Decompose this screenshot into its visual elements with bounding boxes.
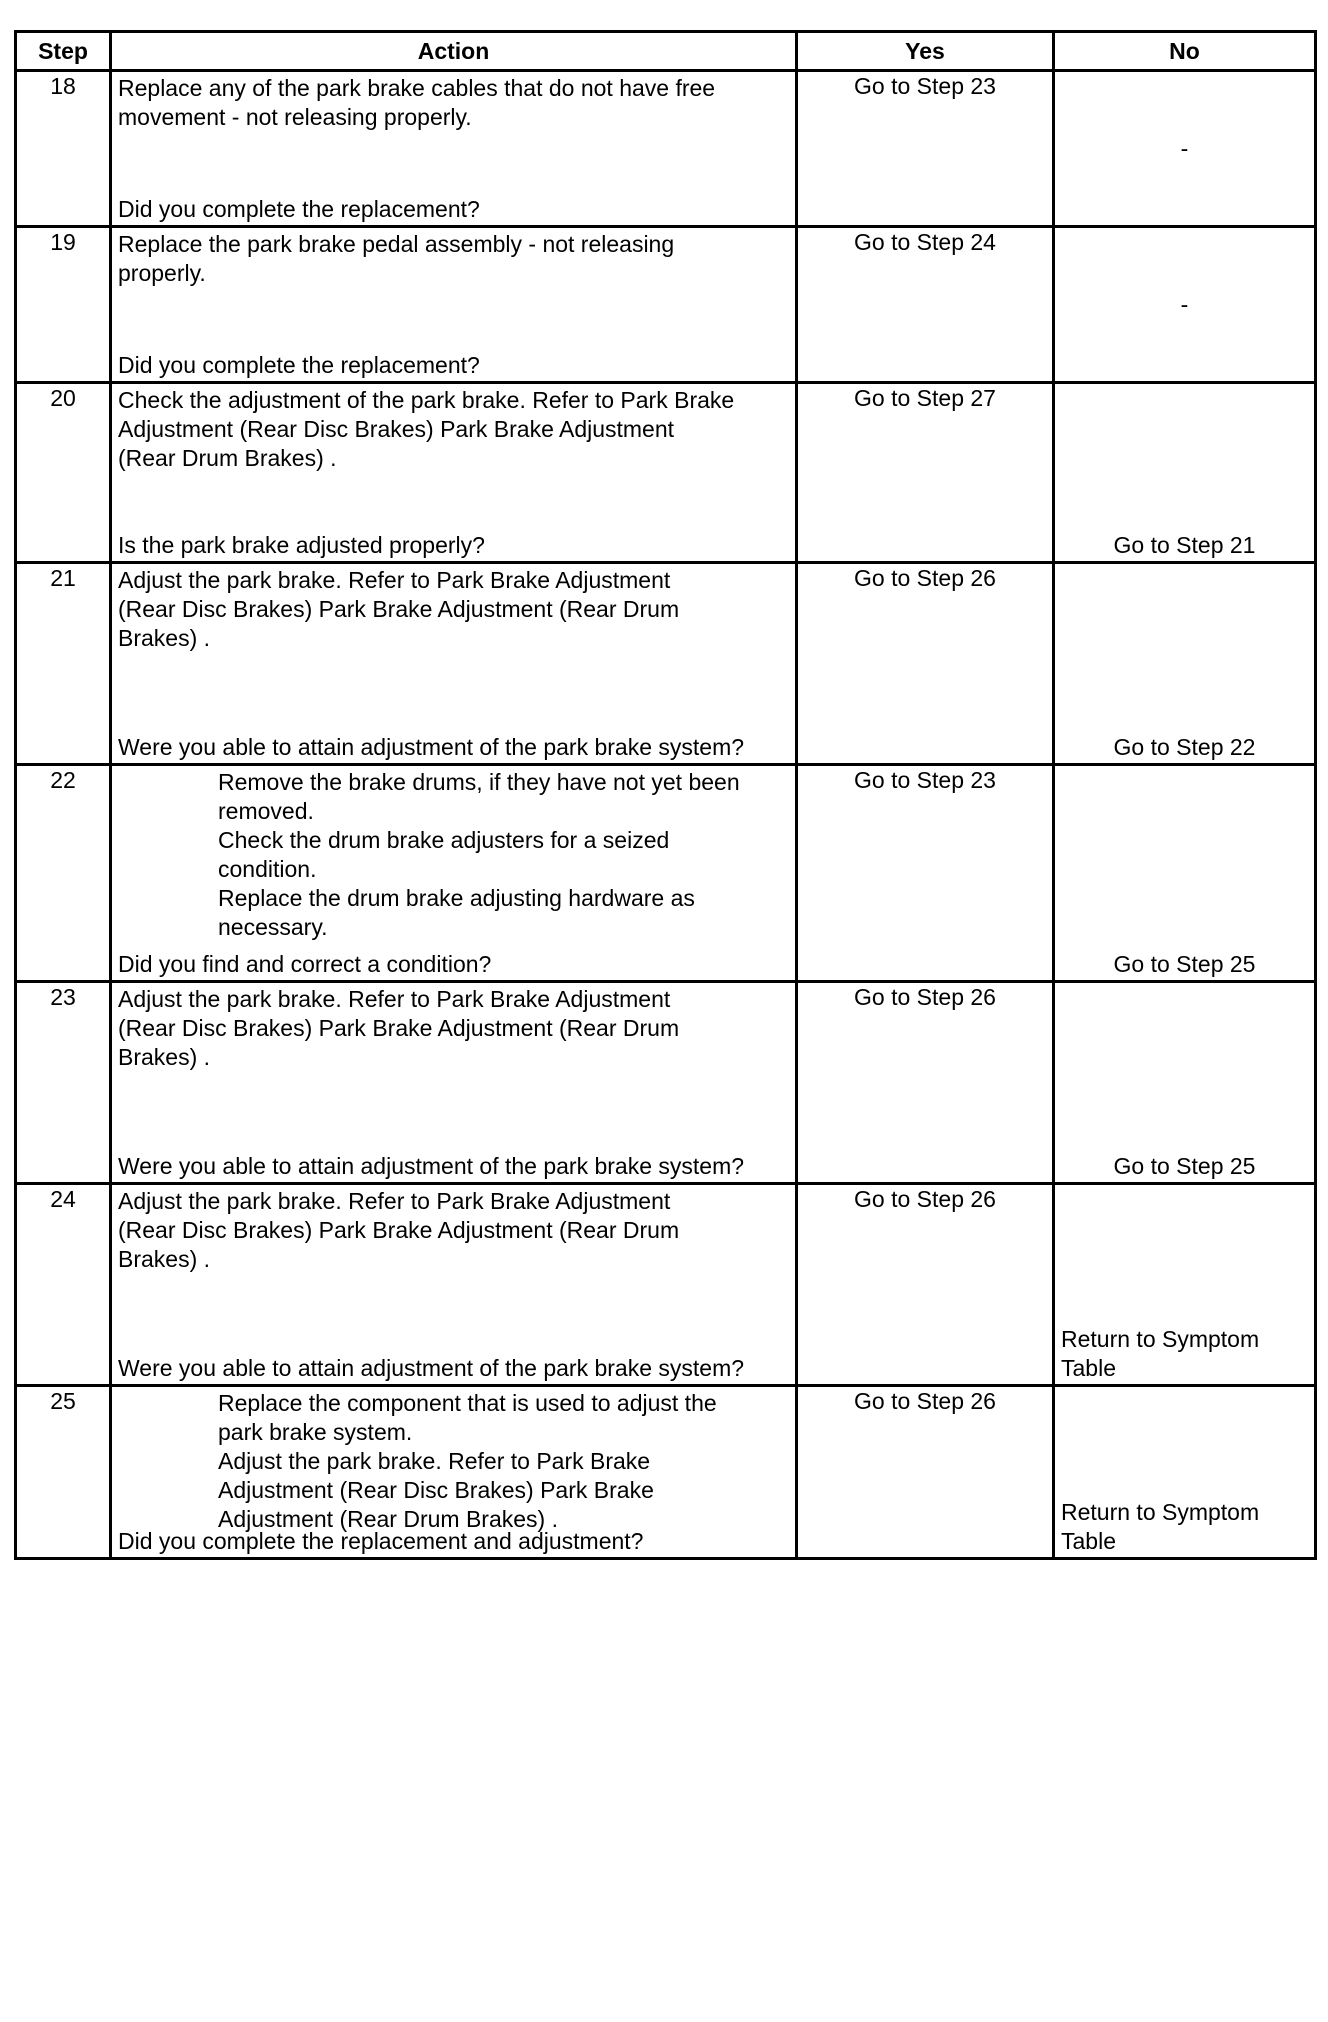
action-instructions bbox=[112, 384, 795, 473]
yes-result: Go to Step 23 bbox=[797, 765, 1054, 982]
table-row bbox=[16, 563, 1316, 765]
action-line: Replace the park brake pedal assembly - not releasing bbox=[118, 231, 675, 257]
header-no: No bbox=[1054, 32, 1316, 71]
action-line: Check the adjustment of the park brake. Refer to Park Brake bbox=[118, 387, 735, 413]
action-line: properly. bbox=[118, 260, 206, 286]
no-result: Go to Step 21 bbox=[1113, 532, 1256, 558]
table-row bbox=[16, 383, 1316, 563]
table-row bbox=[16, 765, 1316, 982]
step-number: 25 bbox=[16, 1386, 111, 1559]
step-number: 23 bbox=[16, 982, 111, 1184]
no-result: - bbox=[1180, 291, 1189, 317]
step-number: 20 bbox=[16, 383, 111, 563]
no-cell bbox=[1054, 982, 1316, 1184]
action-question: Is the park brake adjusted properly? bbox=[118, 532, 485, 558]
action-line: (Rear Drum Brakes) . bbox=[118, 445, 337, 471]
action-question: Were you able to attain adjustment of the park brake system? bbox=[118, 1355, 745, 1381]
action-line: removed. bbox=[218, 798, 314, 824]
action-line: Replace the component that is used to adjust the bbox=[218, 1390, 717, 1416]
no-result: Go to Step 22 bbox=[1113, 734, 1256, 760]
table-row bbox=[16, 1184, 1316, 1386]
action-question: Did you complete the replacement and adjustment? bbox=[118, 1528, 644, 1554]
yes-result: Go to Step 26 bbox=[797, 1184, 1054, 1386]
action-instructions bbox=[112, 564, 795, 653]
action-line: Adjustment (Rear Disc Brakes) Park Brake bbox=[218, 1477, 654, 1503]
action-line: Check the drum brake adjusters for a seized bbox=[218, 827, 670, 853]
step-number: 18 bbox=[16, 71, 111, 227]
step-number: 21 bbox=[16, 563, 111, 765]
yes-result: Go to Step 26 bbox=[797, 982, 1054, 1184]
yes-result: Go to Step 27 bbox=[797, 383, 1054, 563]
action-instructions bbox=[112, 766, 795, 942]
table-row bbox=[16, 71, 1316, 227]
no-cell bbox=[1054, 1184, 1316, 1386]
action-question: Were you able to attain adjustment of the park brake system? bbox=[118, 734, 745, 760]
header-action: Action bbox=[111, 32, 797, 71]
action-line: Adjust the park brake. Refer to Park Brake Adjustment bbox=[118, 1188, 671, 1214]
no-result: Go to Step 25 bbox=[1113, 951, 1256, 977]
step-number: 24 bbox=[16, 1184, 111, 1386]
action-cell bbox=[111, 563, 797, 765]
step-number: 19 bbox=[16, 227, 111, 383]
action-line: Brakes) . bbox=[118, 1044, 211, 1070]
action-cell bbox=[111, 227, 797, 383]
action-line: (Rear Disc Brakes) Park Brake Adjustment (Rear Drum bbox=[118, 596, 680, 622]
action-question: Did you find and correct a condition? bbox=[118, 951, 492, 977]
no-result: Return to Symptom Table bbox=[1061, 1499, 1260, 1554]
action-line: Remove the brake drums, if they have not yet been bbox=[218, 769, 740, 795]
action-instructions bbox=[112, 228, 795, 288]
action-cell bbox=[111, 71, 797, 227]
action-line: Adjustment (Rear Disc Brakes) Park Brake Adjustment bbox=[118, 416, 675, 442]
diagnostic-table bbox=[14, 30, 1317, 1560]
action-line: Replace any of the park brake cables that do not have free bbox=[118, 75, 716, 101]
no-cell bbox=[1054, 563, 1316, 765]
action-instructions bbox=[112, 1185, 795, 1274]
action-line: Adjust the park brake. Refer to Park Brake Adjustment bbox=[118, 567, 671, 593]
step-number: 22 bbox=[16, 765, 111, 982]
action-line: (Rear Disc Brakes) Park Brake Adjustment (Rear Drum bbox=[118, 1217, 680, 1243]
action-instructions bbox=[112, 983, 795, 1072]
yes-result: Go to Step 24 bbox=[797, 227, 1054, 383]
yes-result: Go to Step 23 bbox=[797, 71, 1054, 227]
action-line: Adjust the park brake. Refer to Park Brake bbox=[218, 1448, 651, 1474]
action-line: Replace the drum brake adjusting hardware as bbox=[218, 885, 695, 911]
header-step: Step bbox=[16, 32, 111, 71]
yes-result: Go to Step 26 bbox=[797, 1386, 1054, 1559]
action-cell bbox=[111, 765, 797, 982]
action-instructions bbox=[112, 72, 795, 132]
action-question: Were you able to attain adjustment of the park brake system? bbox=[118, 1153, 745, 1179]
no-result: Return to Symptom Table bbox=[1061, 1326, 1260, 1381]
no-result: Go to Step 25 bbox=[1113, 1153, 1256, 1179]
table-row bbox=[16, 1386, 1316, 1559]
action-instructions bbox=[112, 1387, 795, 1534]
header-row bbox=[16, 32, 1316, 71]
no-cell bbox=[1054, 71, 1316, 227]
no-cell bbox=[1054, 1386, 1316, 1559]
action-cell bbox=[111, 1386, 797, 1559]
action-line: condition. bbox=[218, 856, 317, 882]
yes-result: Go to Step 26 bbox=[797, 563, 1054, 765]
action-line: Brakes) . bbox=[118, 625, 211, 651]
action-line: Brakes) . bbox=[118, 1246, 211, 1272]
no-result: - bbox=[1180, 135, 1189, 161]
action-cell bbox=[111, 383, 797, 563]
action-question: Did you complete the replacement? bbox=[118, 196, 480, 222]
table-row bbox=[16, 982, 1316, 1184]
table-row bbox=[16, 227, 1316, 383]
no-cell bbox=[1054, 227, 1316, 383]
no-cell bbox=[1054, 383, 1316, 563]
action-line: (Rear Disc Brakes) Park Brake Adjustment (Rear Drum bbox=[118, 1015, 680, 1041]
action-line: movement - not releasing properly. bbox=[118, 104, 472, 130]
no-cell bbox=[1054, 765, 1316, 982]
header-yes: Yes bbox=[797, 32, 1054, 71]
action-line: Adjust the park brake. Refer to Park Brake Adjustment bbox=[118, 986, 671, 1012]
action-line: Adjustment (Rear Drum Brakes) . bbox=[218, 1506, 558, 1532]
action-cell bbox=[111, 1184, 797, 1386]
action-line: necessary. bbox=[218, 914, 328, 940]
action-cell bbox=[111, 982, 797, 1184]
action-question: Did you complete the replacement? bbox=[118, 352, 480, 378]
action-line: park brake system. bbox=[218, 1419, 413, 1445]
